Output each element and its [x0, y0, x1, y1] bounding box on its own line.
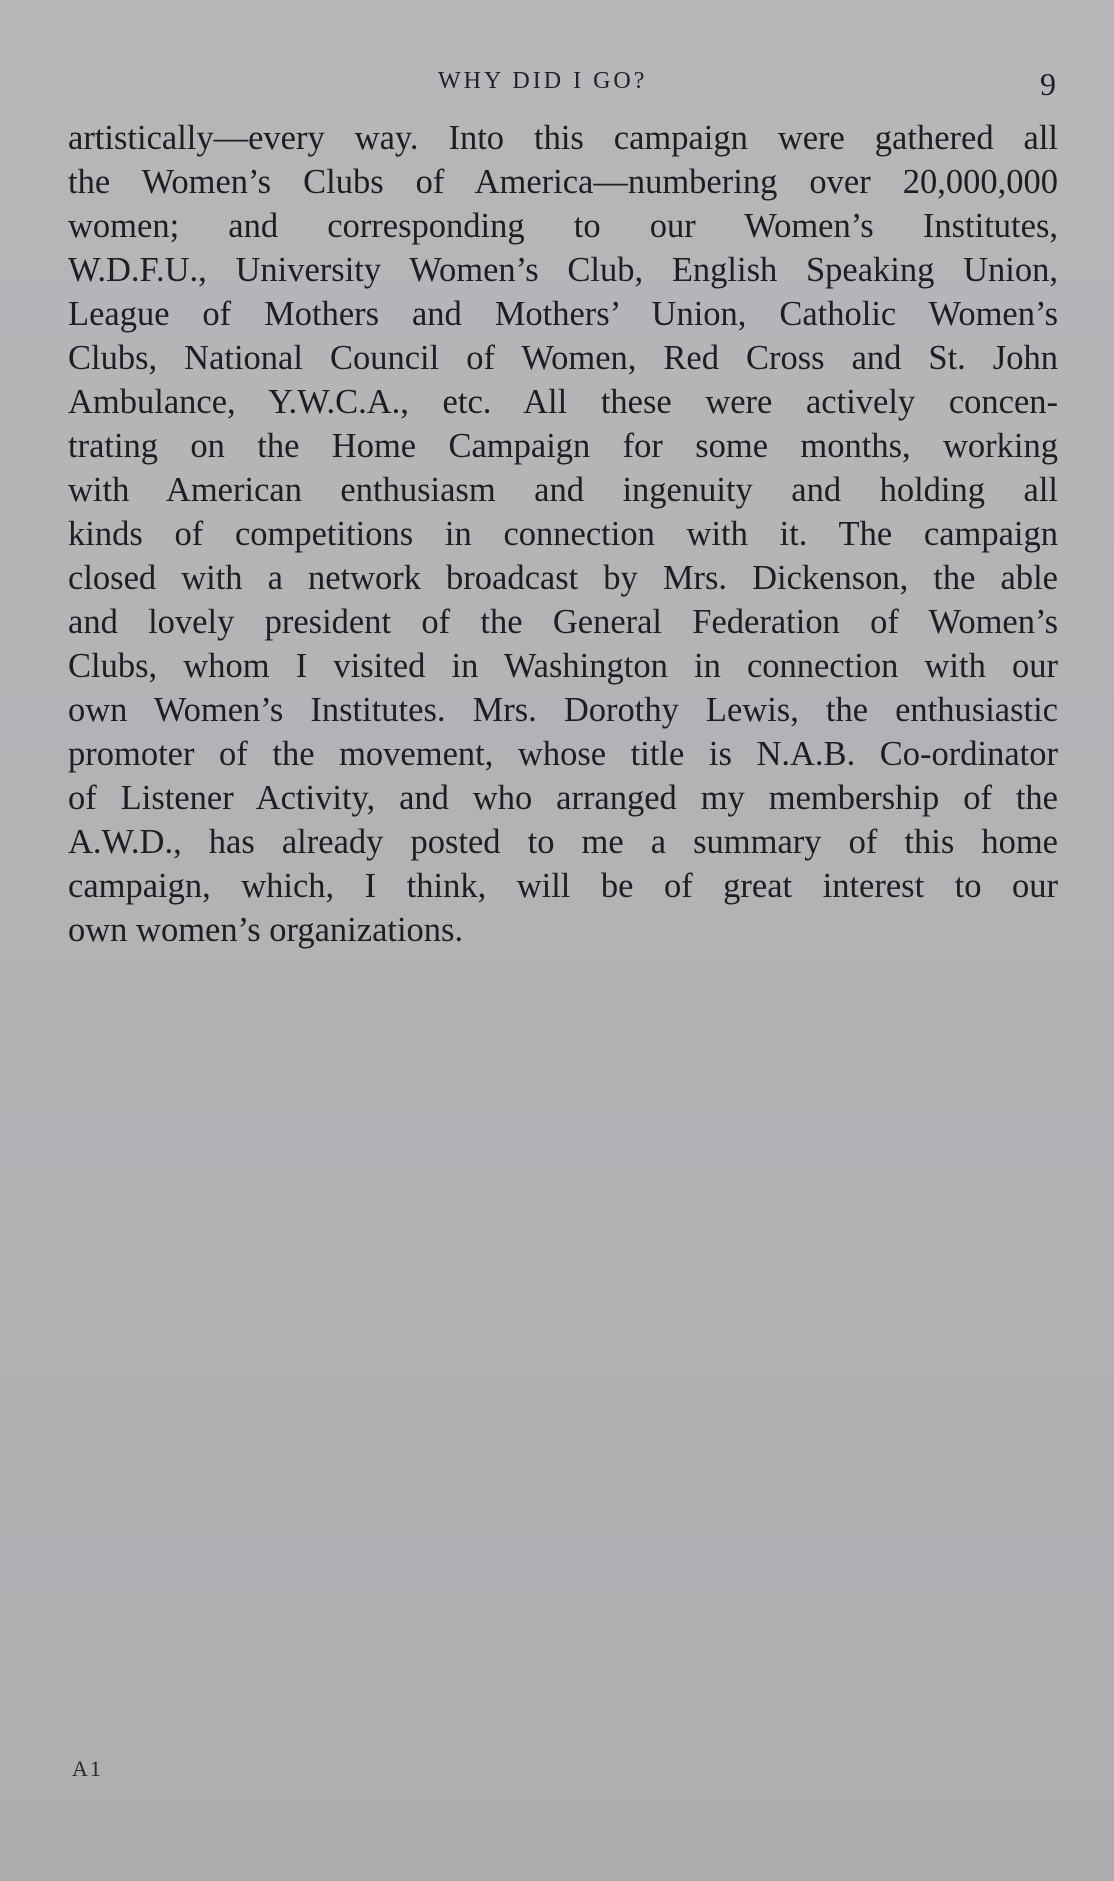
running-head [0, 62, 1114, 102]
page-number: 9 [1040, 66, 1056, 102]
signature-mark: A1 [72, 1756, 103, 1781]
text-line: own Women’s Institutes. Mrs. Dorothy Lewis, the enthusiastic [68, 691, 1058, 729]
text-line: campaign, which, I think, will be of great interest to our [68, 867, 1058, 905]
text-line: women; and corresponding to our Women’s Institutes, [68, 207, 1058, 245]
text-line: artistically—every way. Into this campaign were gathered all [68, 119, 1058, 157]
text-line: with American enthusiasm and ingenuity and holding all [68, 471, 1058, 509]
text-line: of Listener Activity, and who arranged my membership of the [68, 779, 1058, 817]
running-title: WHY DID I GO? [438, 68, 648, 94]
text-line: Clubs, National Council of Women, Red Cross and St. John [68, 339, 1058, 377]
text-line: Ambulance, Y.W.C.A., etc. All these were actively concen- [68, 383, 1058, 421]
text-line: Clubs, whom I visited in Washington in connection with our [68, 647, 1058, 685]
text-line: A.W.D., has already posted to me a summary of this home [68, 823, 1058, 861]
body-paragraph [68, 116, 1058, 952]
text-line: trating on the Home Campaign for some months, working [68, 427, 1058, 465]
text-line: and lovely president of the General Federation of Women’s [68, 603, 1058, 641]
text-line: W.D.F.U., University Women’s Club, English Speaking Union, [68, 251, 1058, 289]
text-line: League of Mothers and Mothers’ Union, Catholic Women’s [68, 295, 1058, 333]
text-line: own women’s organizations. [68, 911, 464, 949]
text-line: promoter of the movement, whose title is N.A.B. Co-ordinator [68, 735, 1058, 773]
text-line: the Women’s Clubs of America—numbering over 20,000,000 [68, 163, 1058, 201]
text-line: kinds of competitions in connection with it. The campaign [68, 515, 1058, 553]
text-line: closed with a network broadcast by Mrs. Dickenson, the able [68, 559, 1058, 597]
